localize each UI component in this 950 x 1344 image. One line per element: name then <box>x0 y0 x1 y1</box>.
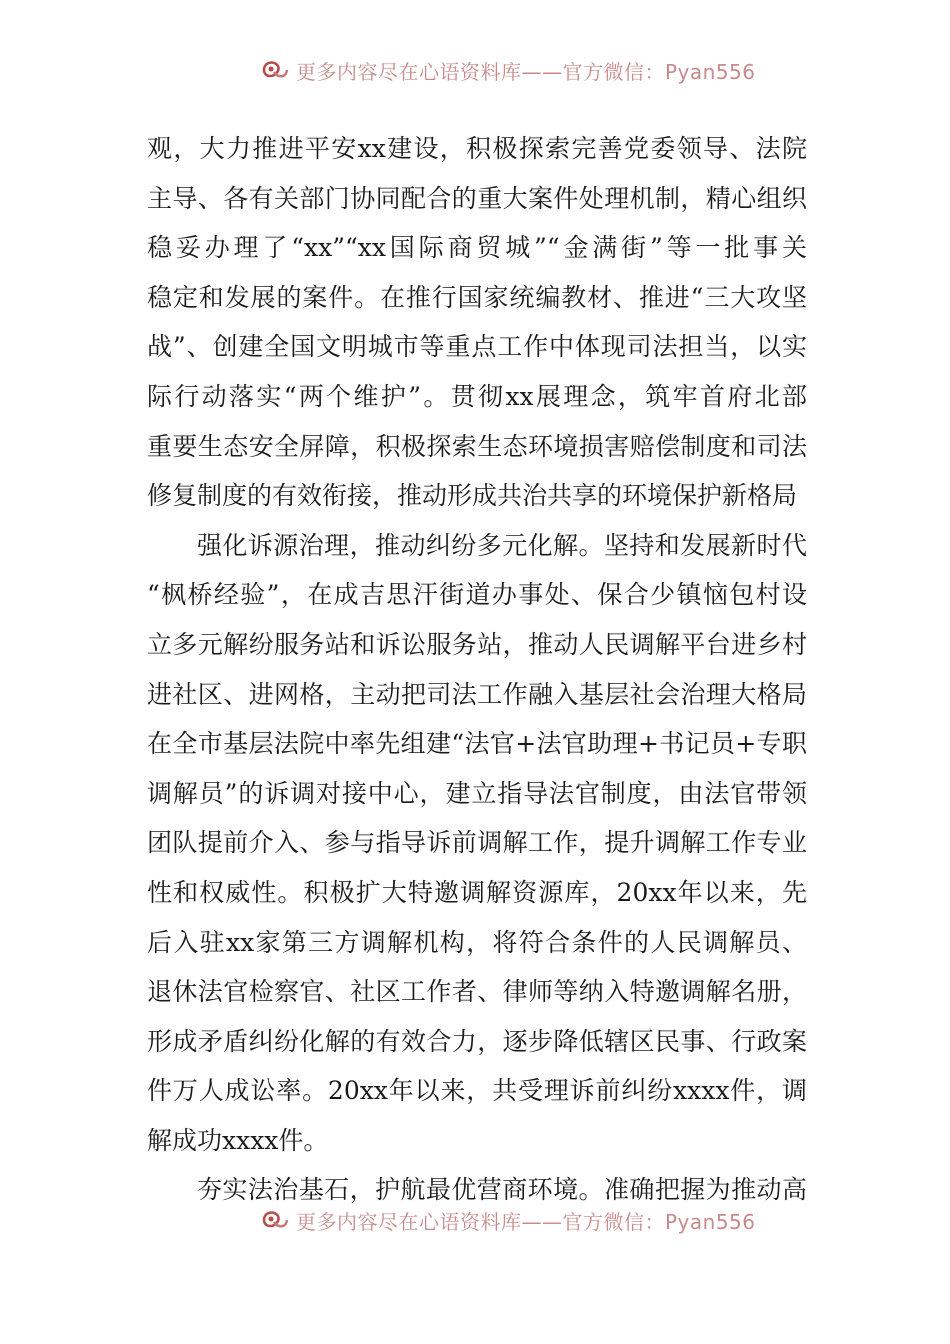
paragraph-first-line: 强化诉源治理，推动纠纷多元化解。坚持和发展新时代 <box>197 530 807 560</box>
text-line: 观，大力推进平安xx建设，积极探索完善党委领导、法院 <box>147 134 807 163</box>
text-line: 主导、各有关部门协同配合的重大案件处理机制，精心组织 <box>147 183 807 213</box>
text-line: 团队提前介入、参与指导诉前调解工作，提升调解工作专业 <box>147 828 807 858</box>
brand-logo-icon <box>260 1208 290 1232</box>
text-line: 退休法官检察官、社区工作者、律师等纳入特邀调解名册， <box>147 977 807 1007</box>
text-line: 稳定和发展的案件。在推行国家统编教材、推进“三大攻坚 <box>147 282 807 312</box>
brand-logo-icon <box>260 58 290 82</box>
paragraph-first-line: 夯实法治基石，护航最优营商环境。准确把握为推动高 <box>197 1175 807 1205</box>
text-line: 战”、创建全国文明城市等重点工作中体现司法担当，以实 <box>147 332 807 362</box>
watermark-text: 更多内容尽在心语资料库——官方微信：Pyan556 <box>296 59 756 84</box>
text-line: 修复制度的有效衔接，推动形成共治共享的环境保护新格局 <box>147 481 798 511</box>
text-line: 稳妥办理了“xx”“xx国际商贸城”“金满街”等一批事关 <box>147 233 807 263</box>
text-line: 件万人成讼率。20xx年以来，共受理诉前纠纷xxxx件，调 <box>147 1076 807 1106</box>
text-line: 调解员”的诉调对接中心，建立指导法官制度，由法官带领 <box>147 778 807 808</box>
text-line: 性和权威性。积极扩大特邀调解资源库，20xx年以来，先 <box>147 877 807 907</box>
text-line: 后入驻xx家第三方调解机构，将符合条件的人民调解员、 <box>147 927 807 957</box>
text-line: 进社区、进网格，主动把司法工作融入基层社会治理大格局 <box>147 679 807 709</box>
text-line: 在全市基层法院中率先组建“法官+法官助理+书记员+专职 <box>147 729 807 759</box>
watermark-header <box>260 56 756 84</box>
text-line: 形成矛盾纠纷化解的有效合力，逐步降低辖区民事、行政案 <box>147 1026 807 1056</box>
text-line: 解成功xxxx件。 <box>147 1125 329 1155</box>
text-line: 重要生态安全屏障，积极探索生态环境损害赔偿制度和司法 <box>147 431 807 461</box>
text-line: “枫桥经验”，在成吉思汗街道办事处、保合少镇恼包村设 <box>147 580 807 610</box>
watermark-text: 更多内容尽在心语资料库——官方微信：Pyan556 <box>296 1209 756 1234</box>
text-line: 际行动落实“两个维护”。贯彻xx展理念，筑牢首府北部 <box>147 381 807 411</box>
document-body <box>147 124 807 1215</box>
watermark-footer <box>260 1206 756 1234</box>
text-line: 立多元解纷服务站和诉讼服务站，推动人民调解平台进乡村 <box>147 629 807 659</box>
